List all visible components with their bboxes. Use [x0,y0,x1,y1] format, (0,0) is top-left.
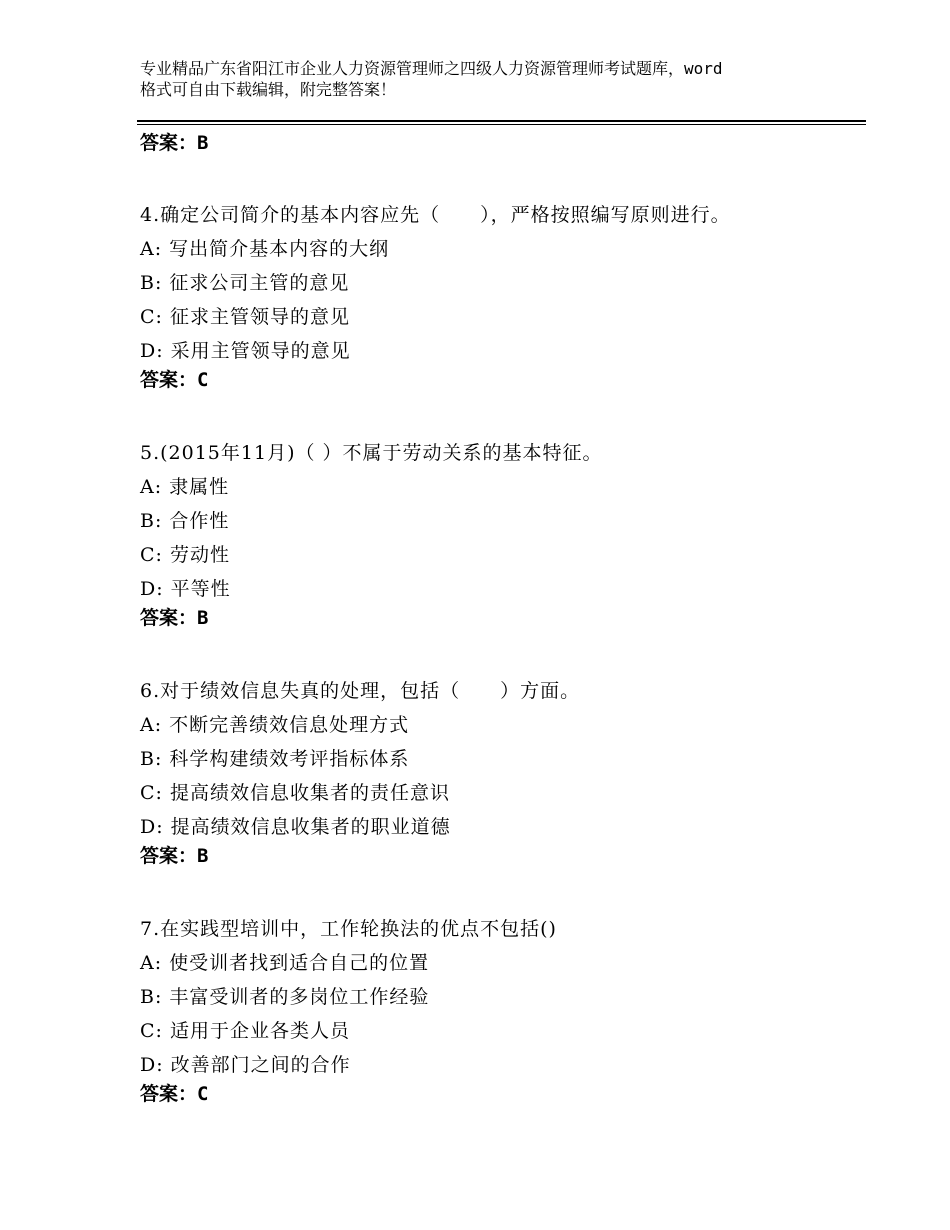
answer: 答案：B [140,607,209,629]
question-5 [140,436,860,640]
option-b: B: 征求公司主管的意见 [140,272,350,294]
header-divider-thin [137,124,866,125]
question-7 [140,912,860,1116]
answer: 答案：B [140,845,209,867]
question-text: 7.在实践型培训中，工作轮换法的优点不包括() [140,918,557,940]
question-6 [140,674,860,878]
option-b: B: 合作性 [140,510,230,532]
question-text: 5.(2015年11月)（ ）不属于劳动关系的基本特征。 [140,442,603,464]
question-text: 6.对于绩效信息失真的处理，包括（ ）方面。 [140,680,581,702]
option-c: C: 征求主管领导的意见 [140,306,350,328]
option-c: C: 提高绩效信息收集者的责任意识 [140,782,450,804]
header-line-1: 专业精品广东省阳江市企业人力资源管理师之四级人力资源管理师考试题库，word [140,59,723,78]
option-a: A: 隶属性 [140,476,230,498]
option-b: B: 科学构建绩效考评指标体系 [140,748,410,770]
previous-question-answer: 答案：B [140,132,209,154]
header-line-2: 格式可自由下载编辑，附完整答案！ [140,80,397,99]
header-divider-thick [137,120,866,122]
option-d: D: 提高绩效信息收集者的职业道德 [140,816,451,838]
answer: 答案：C [140,1083,209,1105]
option-b: B: 丰富受训者的多岗位工作经验 [140,986,430,1008]
question-text: 4.确定公司简介的基本内容应先（ ），严格按照编写原则进行。 [140,204,731,226]
option-d: D: 改善部门之间的合作 [140,1054,351,1076]
answer: 答案：C [140,369,209,391]
document-header [140,58,840,100]
question-list [140,198,860,1150]
option-d: D: 采用主管领导的意见 [140,340,351,362]
option-a: A: 不断完善绩效信息处理方式 [140,714,410,736]
question-4 [140,198,860,402]
option-a: A: 写出简介基本内容的大纲 [140,238,390,260]
option-c: C: 适用于企业各类人员 [140,1020,350,1042]
option-a: A: 使受训者找到适合自己的位置 [140,952,430,974]
option-d: D: 平等性 [140,578,231,600]
option-c: C: 劳动性 [140,544,230,566]
